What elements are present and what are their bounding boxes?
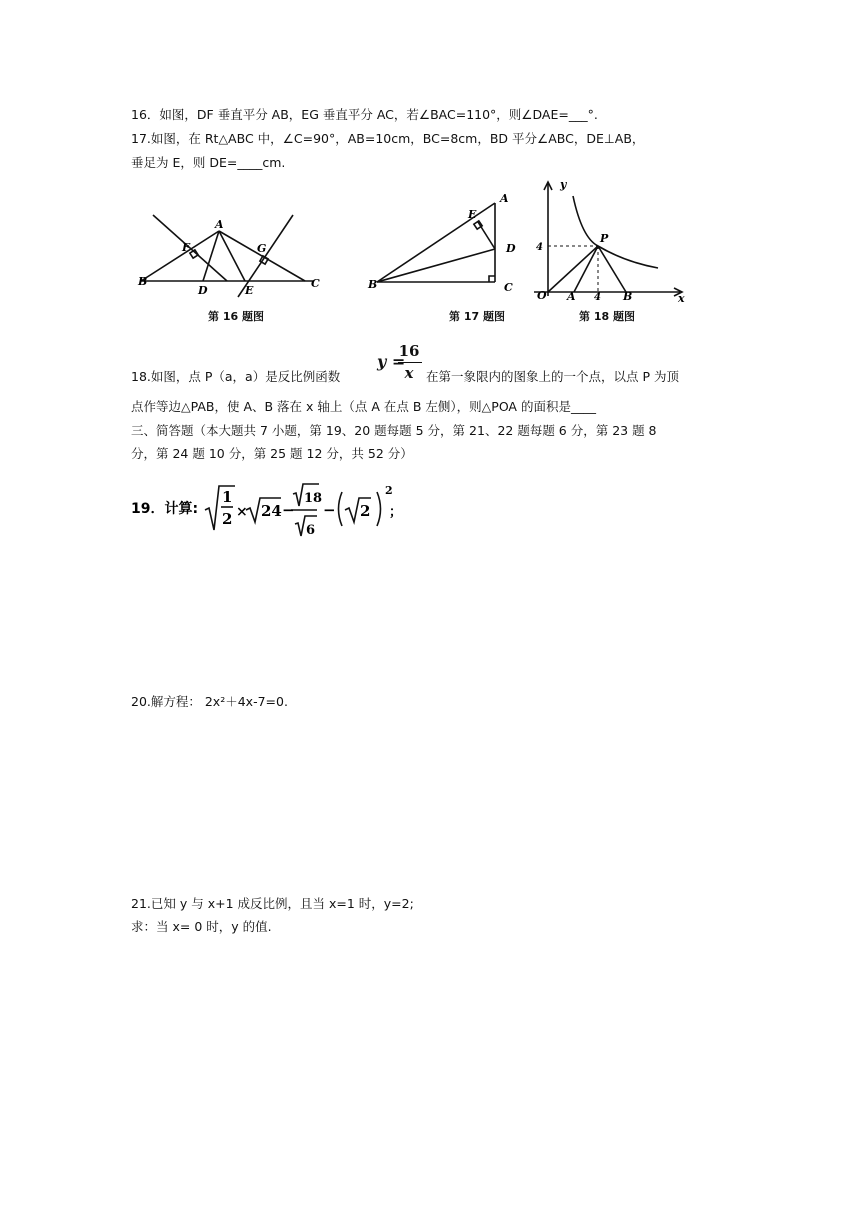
q19-rad18: 18 xyxy=(304,491,323,506)
fig18-label-p: P xyxy=(600,232,609,245)
figure-18-caption: 第 18 题图 xyxy=(579,310,635,323)
fig16-label-b: B xyxy=(138,275,148,288)
fig18-label-b: B xyxy=(623,290,633,303)
q19-label: 19．计算: xyxy=(131,501,199,517)
question-16: 16．如图，DF 垂直平分 AB，EG 垂直平分 AC，若∠BAC=110°，则∠DAE=___°. xyxy=(131,107,598,122)
figure-16-caption: 第 16 题图 xyxy=(208,310,264,323)
q19-end: ； xyxy=(389,505,401,520)
section-3-heading-line-1: 三、简答题（本大题共 7 小题，第 19、20 题每题 5 分，第 21、22 题每题 6 分，第 23 题 8 xyxy=(131,423,657,438)
figure-16 xyxy=(135,205,330,300)
fig18-label-o: O xyxy=(537,289,547,302)
q19-exponent: 2 xyxy=(385,484,393,497)
q19-frac1-den: 2 xyxy=(222,510,233,528)
question-17-line-2: 垂足为 E，则 DE=____cm. xyxy=(131,155,286,170)
fig16-label-f: F xyxy=(182,241,190,254)
question-18-line-1-end: 在第一象限内的图象上的一个点，以点 P 为顶 xyxy=(426,369,679,384)
q19-minus2: − xyxy=(323,501,336,519)
fig17-label-c: C xyxy=(504,281,513,294)
fig17-label-b: B xyxy=(368,278,378,291)
figure-17-caption: 第 17 题图 xyxy=(449,310,505,323)
q19-minus1: − xyxy=(282,501,295,519)
fig16-label-c: C xyxy=(311,277,320,290)
fig17-label-d: D xyxy=(506,242,516,255)
q19-frac1-num: 1 xyxy=(222,488,233,506)
fig16-label-a: A xyxy=(215,218,224,231)
question-18-line-1-start: 18.如图，点 P（a，a）是反比例函数 xyxy=(131,369,341,384)
section-3-heading-line-2: 分，第 24 题 10 分，第 25 题 12 分，共 52 分） xyxy=(131,446,413,461)
question-19-expression xyxy=(131,480,401,544)
q19-rad2: 2 xyxy=(360,502,371,520)
question-20: 20.解方程： 2x²＋4x-7=0. xyxy=(131,694,288,709)
question-18-line-2: 点作等边△PAB，使 A、B 落在 x 轴上（点 A 在点 B 左侧），则△POA 的面积是____ xyxy=(131,399,596,414)
question-21-line-2: 求：当 x= 0 时，y 的值. xyxy=(131,919,272,934)
formula-denominator: x xyxy=(404,364,414,382)
q19-rad6: 6 xyxy=(306,523,316,538)
fig18-tick-y-4: 4 xyxy=(536,242,543,253)
formula-numerator: 16 xyxy=(398,342,420,360)
fig16-label-e: E xyxy=(245,284,254,297)
fig17-label-a: A xyxy=(500,192,509,205)
figure-17 xyxy=(365,188,525,300)
figure-18 xyxy=(530,178,695,306)
fig18-tick-x-4: 4 xyxy=(594,292,601,303)
formula-lhs: y = xyxy=(377,352,406,371)
q19-rad24: 24 xyxy=(261,502,282,520)
fig16-label-g: G xyxy=(257,242,267,255)
inverse-proportion-formula xyxy=(377,342,424,384)
question-21-line-1: 21.已知 y 与 x+1 成反比例，且当 x=1 时，y=2; xyxy=(131,896,414,911)
fig18-label-y: y xyxy=(560,178,567,191)
q19-times: × xyxy=(236,504,248,520)
question-17-line-1: 17.如图，在 Rt△ABC 中，∠C=90°，AB=10cm，BC=8cm，BD 平分∠ABC，DE⊥AB， xyxy=(131,131,645,146)
fig18-label-x: x xyxy=(678,292,685,305)
fig16-label-d: D xyxy=(198,284,208,297)
fig18-label-a: A xyxy=(567,290,576,303)
fig17-label-e: E xyxy=(468,208,477,221)
